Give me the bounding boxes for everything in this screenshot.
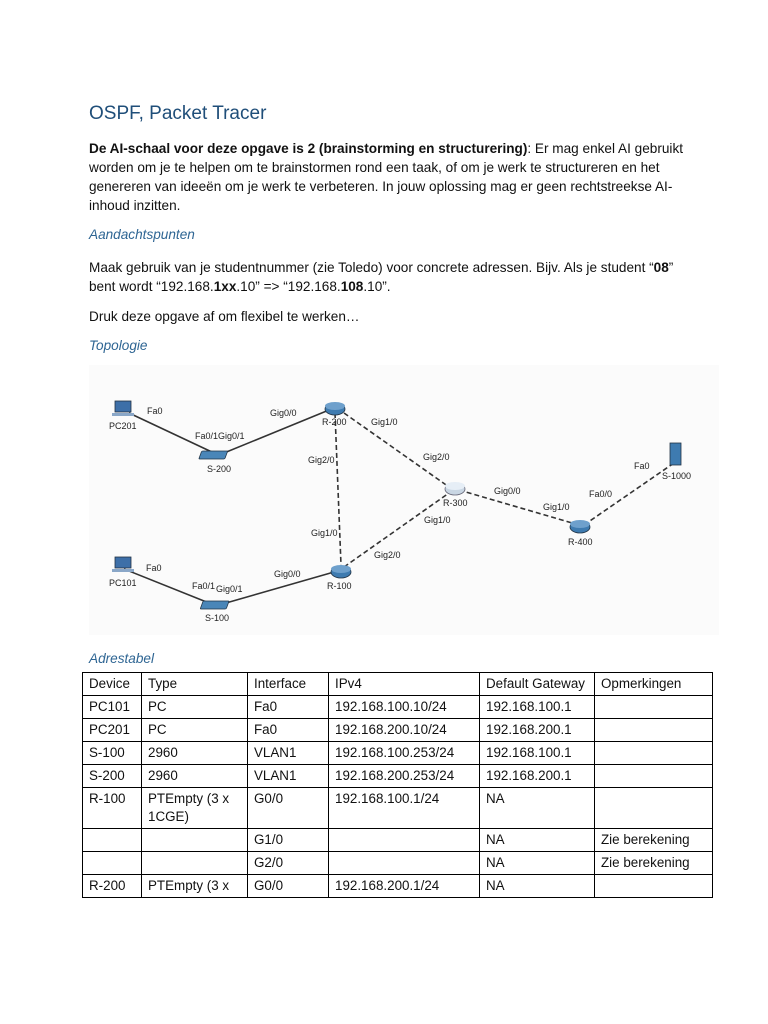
- cell-interface: Fa0: [248, 696, 329, 719]
- cell-type: PTEmpty (3 x 1CGE): [142, 788, 248, 829]
- header-device: Device: [83, 673, 142, 696]
- cell-opmerkingen: [595, 765, 713, 788]
- table-row: [83, 852, 713, 875]
- cell-device: PC101: [83, 696, 142, 719]
- cell-ipv4: [329, 829, 480, 852]
- cell-type: PC: [142, 696, 248, 719]
- p1-f: 108: [340, 279, 364, 294]
- cell-type: PC: [142, 719, 248, 742]
- table-row: [83, 696, 713, 719]
- cell-gateway: 192.168.200.1: [480, 719, 595, 742]
- r400-label: R-400: [568, 537, 593, 547]
- cell-interface: VLAN1: [248, 742, 329, 765]
- p1-g: .10”.: [363, 279, 391, 294]
- ai-scale-bold: De AI-schaal voor deze opgave is 2 (brainstorming en structurering): [89, 141, 528, 156]
- cell-device: R-100: [83, 788, 142, 829]
- aandachtspunten-heading: Aandachtspunten: [89, 227, 195, 242]
- cell-type: 2960: [142, 742, 248, 765]
- cell-ipv4: 192.168.100.253/24: [329, 742, 480, 765]
- table-header-row: [83, 673, 713, 696]
- s100-label: S-100: [205, 613, 230, 623]
- port-pc201-fa0: Fa0: [147, 406, 163, 416]
- header-opmerkingen: Opmerkingen: [595, 673, 713, 696]
- header-type: Type: [142, 673, 248, 696]
- cell-gateway: NA: [480, 875, 595, 898]
- cell-device: S-100: [83, 742, 142, 765]
- cell-type: 2960: [142, 765, 248, 788]
- cell-gateway: NA: [480, 852, 595, 875]
- header-interface: Interface: [248, 673, 329, 696]
- table-row: [83, 829, 713, 852]
- cell-device: R-200: [83, 875, 142, 898]
- cell-device: [83, 852, 142, 875]
- port-r100-gig10: Gig1/0: [311, 528, 338, 538]
- r100-icon: [331, 565, 351, 578]
- table-row: [83, 788, 713, 829]
- cell-opmerkingen: [595, 788, 713, 829]
- cell-gateway: NA: [480, 829, 595, 852]
- cell-ipv4: 192.168.200.10/24: [329, 719, 480, 742]
- cell-device: PC201: [83, 719, 142, 742]
- header-default-gateway: Default Gateway: [480, 673, 595, 696]
- header-ipv4: IPv4: [329, 673, 480, 696]
- p1-d: 1xx: [213, 279, 237, 294]
- cell-ipv4: 192.168.200.1/24: [329, 875, 480, 898]
- port-r100-gig00: Gig0/0: [274, 569, 301, 579]
- cell-device: [83, 829, 142, 852]
- r200-label: R-200: [322, 417, 347, 427]
- cell-gateway: 192.168.100.1: [480, 742, 595, 765]
- r300-label: R-300: [443, 498, 468, 508]
- port-s100-fa01: Fa0/1: [192, 581, 216, 591]
- port-r400-fa00: Fa0/0: [589, 489, 613, 499]
- s1000-label: S-1000: [662, 471, 692, 481]
- port-s100-gig01: Gig0/1: [216, 584, 243, 594]
- cell-type: [142, 852, 248, 875]
- topology-diagram: [89, 365, 719, 635]
- cell-gateway: NA: [480, 788, 595, 829]
- r300-icon: [445, 482, 465, 495]
- cell-type: PTEmpty (3 x: [142, 875, 248, 898]
- topologie-heading: Topologie: [89, 338, 148, 353]
- cell-opmerkingen: [595, 696, 713, 719]
- pc101-label: PC101: [109, 578, 137, 588]
- r200-icon: [325, 402, 345, 415]
- s1000-icon: [670, 443, 681, 465]
- port-r200-gig20: Gig2/0: [308, 455, 335, 465]
- cell-interface: G0/0: [248, 788, 329, 829]
- cell-type: [142, 829, 248, 852]
- pc101-icon: [112, 557, 134, 572]
- cell-opmerkingen: Zie berekening: [595, 852, 713, 875]
- page-title: OSPF, Packet Tracer: [89, 103, 267, 124]
- port-r300-gig20: Gig2/0: [423, 452, 450, 462]
- table-row: [83, 875, 713, 898]
- cell-ipv4: 192.168.100.10/24: [329, 696, 480, 719]
- cell-ipv4: 192.168.100.1/24: [329, 788, 480, 829]
- port-r300-gig10: Gig1/0: [424, 515, 451, 525]
- s200-icon: [199, 451, 228, 459]
- cell-interface: VLAN1: [248, 765, 329, 788]
- port-s1000-fa0: Fa0: [634, 461, 650, 471]
- p1-b: 08: [653, 260, 669, 275]
- cell-interface: G1/0: [248, 829, 329, 852]
- cell-gateway: 192.168.200.1: [480, 765, 595, 788]
- address-table: [82, 672, 713, 898]
- link-r200-r100: [335, 413, 341, 565]
- port-s200-fa01: Fa0/1: [195, 431, 219, 441]
- cell-opmerkingen: [595, 719, 713, 742]
- table-row: [83, 742, 713, 765]
- adrestabel-heading: Adrestabel: [89, 651, 154, 666]
- print-paragraph: Druk deze opgave af om flexibel te werken…: [89, 309, 360, 324]
- table-row: [83, 765, 713, 788]
- ai-scale-text: : Er mag enkel AI gebruikt worden om je te helpen om te brainstormen rond een taak, of om je werk te structureren en het genereren van ideeën om je werk te verbeteren. In jouw oplossing mag er geen rechtstreekse AI-inhoud inzitten.: [89, 141, 684, 213]
- student-number-paragraph: [89, 258, 689, 296]
- port-r300-gig00: Gig0/0: [494, 486, 521, 496]
- r400-icon: [570, 520, 590, 533]
- port-pc101-fa0: Fa0: [146, 563, 162, 573]
- cell-gateway: 192.168.100.1: [480, 696, 595, 719]
- port-r100-gig20: Gig2/0: [374, 550, 401, 560]
- cell-interface: Fa0: [248, 719, 329, 742]
- s100-icon: [200, 601, 229, 609]
- pc201-icon: [112, 401, 134, 416]
- port-s200-gig01: Gig0/1: [218, 431, 245, 441]
- s200-label: S-200: [207, 464, 232, 474]
- p1-c: ” bent wordt “192.168.: [89, 260, 674, 294]
- cell-device: S-200: [83, 765, 142, 788]
- cell-opmerkingen: [595, 875, 713, 898]
- pc201-label: PC201: [109, 421, 137, 431]
- cell-interface: G2/0: [248, 852, 329, 875]
- port-r200-gig10: Gig1/0: [371, 417, 398, 427]
- cell-interface: G0/0: [248, 875, 329, 898]
- cell-ipv4: [329, 852, 480, 875]
- port-r200-gig00: Gig0/0: [270, 408, 297, 418]
- port-r400-gig10: Gig1/0: [543, 502, 570, 512]
- p1-e: .10” => “192.168.: [236, 279, 341, 294]
- table-row: [83, 719, 713, 742]
- ai-scale-paragraph: [89, 139, 689, 215]
- p1-a: Maak gebruik van je studentnummer (zie Toledo) voor concrete adressen. Bijv. Als je student “: [89, 260, 654, 275]
- r100-label: R-100: [327, 581, 352, 591]
- cell-ipv4: 192.168.200.253/24: [329, 765, 480, 788]
- cell-opmerkingen: Zie berekening: [595, 829, 713, 852]
- cell-opmerkingen: [595, 742, 713, 765]
